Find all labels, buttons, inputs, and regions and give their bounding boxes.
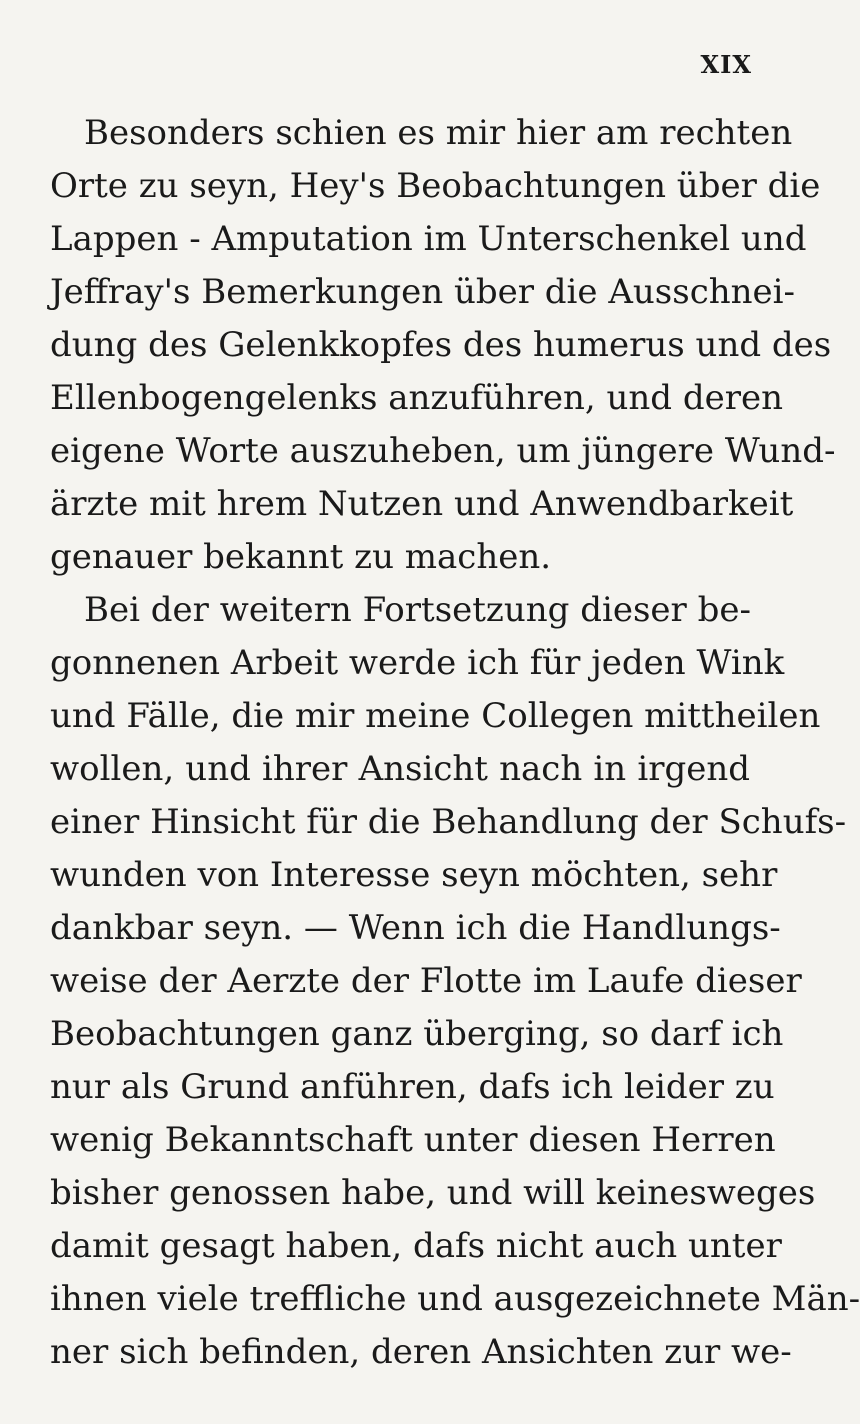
text-line: nur als Grund anführen, dafs ich leider zu (50, 1067, 775, 1107)
text-line: eigene Worte auszuheben, um jüngere Wund- (50, 431, 836, 471)
text-line: ner sich befinden, deren Ansichten zur we- (50, 1332, 792, 1372)
page-number: XIX (700, 50, 752, 79)
text-line: wenig Bekanntschaft unter diesen Herren (50, 1120, 776, 1160)
text-line: gonnenen Arbeit werde ich für jeden Wink (50, 643, 785, 683)
text-line: Beobachtungen ganz überging, so darf ich (50, 1014, 784, 1054)
text-line: Besonders schien es mir hier am rechten (84, 113, 793, 153)
text-line: ärzte mit hrem Nutzen und Anwendbarkeit (50, 484, 794, 524)
text-line: einer Hinsicht für die Behandlung der Schufs- (50, 802, 847, 842)
text-line: bisher genossen habe, und will keinesweges (50, 1173, 816, 1213)
text-line: damit gesagt haben, dafs nicht auch unter (50, 1226, 782, 1266)
text-line: Orte zu seyn, Hey's Beobachtungen über die (50, 166, 821, 206)
text-line: Jeffray's Bemerkungen über die Ausschnei- (50, 272, 796, 312)
text-line: wunden von Interesse seyn möchten, sehr (50, 855, 778, 895)
text-line: dankbar seyn. — Wenn ich die Handlungs- (50, 908, 781, 948)
text-line: genauer bekannt zu machen. (50, 537, 552, 577)
text-line: Ellenbogengelenks anzuführen, und deren (50, 378, 784, 418)
text-line: und Fälle, die mir meine Collegen mittheilen (50, 696, 821, 736)
text-line: Lappen - Amputation im Unterschenkel und (50, 219, 807, 259)
text-line: dung des Gelenkkopfes des humerus und des (50, 325, 832, 365)
text-line: Bei der weitern Fortsetzung dieser be- (84, 590, 751, 630)
text-line: weise der Aerzte der Flotte im Laufe dieser (50, 961, 802, 1001)
text-line: ihnen viele treffliche und ausgezeichnete Män- (50, 1279, 860, 1319)
text-line: wollen, und ihrer Ansicht nach in irgend (50, 749, 750, 789)
